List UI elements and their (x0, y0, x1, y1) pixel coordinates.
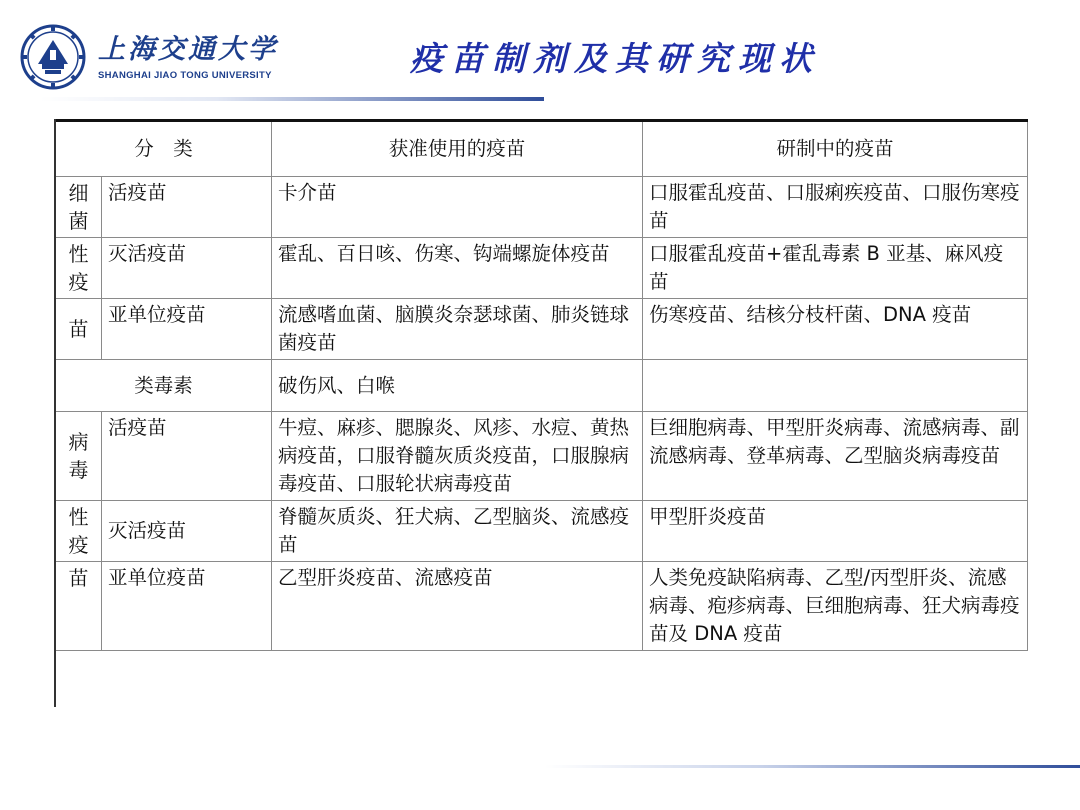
research-vaccines: 口服霍乱疫苗+霍乱毒素 B 亚基、麻风疫苗 (643, 238, 1028, 299)
category-viral-3: 苗 (56, 562, 102, 651)
category-bacterial-1: 细菌 (56, 177, 102, 238)
university-seal-icon (20, 24, 86, 90)
footer-divider (545, 765, 1080, 768)
table-row (56, 412, 1028, 501)
logo-chinese-name: 上海交通大学 (98, 33, 278, 65)
title-divider (40, 97, 544, 101)
vaccine-type: 活疫苗 (102, 177, 272, 238)
table-left-border (54, 119, 56, 707)
table-header-row (56, 121, 1028, 177)
vaccine-type: 亚单位疫苗 (102, 562, 272, 651)
approved-vaccines: 乙型肝炎疫苗、流感疫苗 (272, 562, 643, 651)
university-logo (20, 24, 278, 90)
research-vaccines (643, 360, 1028, 412)
slide-title: 疫苗制剂及其研究现状 (410, 39, 820, 78)
table-row (56, 501, 1028, 562)
research-vaccines: 巨细胞病毒、甲型肝炎病毒、流感病毒、副流感病毒、登革病毒、乙型脑炎病毒疫苗 (643, 412, 1028, 501)
approved-vaccines: 破伤风、白喉 (272, 360, 643, 412)
header-research: 研制中的疫苗 (643, 121, 1028, 177)
approved-vaccines: 牛痘、麻疹、腮腺炎、风疹、水痘、黄热病疫苗，口服脊髓灰质炎疫苗，口服腺病毒疫苗、口服轮状病毒疫苗 (272, 412, 643, 501)
header-approved: 获准使用的疫苗 (272, 121, 643, 177)
category-bacterial-2: 性疫 (56, 238, 102, 299)
category-bacterial-3: 苗 (56, 299, 102, 360)
approved-vaccines: 脊髓灰质炎、狂犬病、乙型脑炎、流感疫苗 (272, 501, 643, 562)
table-row (56, 238, 1028, 299)
category-viral-2: 性疫 (56, 501, 102, 562)
table-row (56, 360, 1028, 412)
logo-english-name: SHANGHAI JIAO TONG UNIVERSITY (98, 69, 272, 81)
category-viral-1: 病毒 (56, 412, 102, 501)
vaccine-table (55, 119, 1028, 651)
research-vaccines: 口服霍乱疫苗、口服痢疾疫苗、口服伤寒疫苗 (643, 177, 1028, 238)
vaccine-type: 灭活疫苗 (102, 238, 272, 299)
table-row (56, 562, 1028, 651)
research-vaccines: 人类免疫缺陷病毒、乙型/丙型肝炎、流感病毒、疱疹病毒、巨细胞病毒、狂犬病毒疫苗及 DNA 疫苗 (643, 562, 1028, 651)
approved-vaccines: 流感嗜血菌、脑膜炎奈瑟球菌、肺炎链球菌疫苗 (272, 299, 643, 360)
approved-vaccines: 霍乱、百日咳、伤寒、钩端螺旋体疫苗 (272, 238, 643, 299)
vaccine-type-toxoid: 类毒素 (56, 360, 272, 412)
approved-vaccines: 卡介苗 (272, 177, 643, 238)
vaccine-type: 活疫苗 (102, 412, 272, 501)
research-vaccines: 甲型肝炎疫苗 (643, 501, 1028, 562)
vaccine-type: 灭活疫苗 (102, 501, 272, 562)
table-row (56, 299, 1028, 360)
research-vaccines: 伤寒疫苗、结核分枝杆菌、DNA 疫苗 (643, 299, 1028, 360)
vaccine-type: 亚单位疫苗 (102, 299, 272, 360)
table-row (56, 177, 1028, 238)
header-category: 分 类 (56, 121, 272, 177)
